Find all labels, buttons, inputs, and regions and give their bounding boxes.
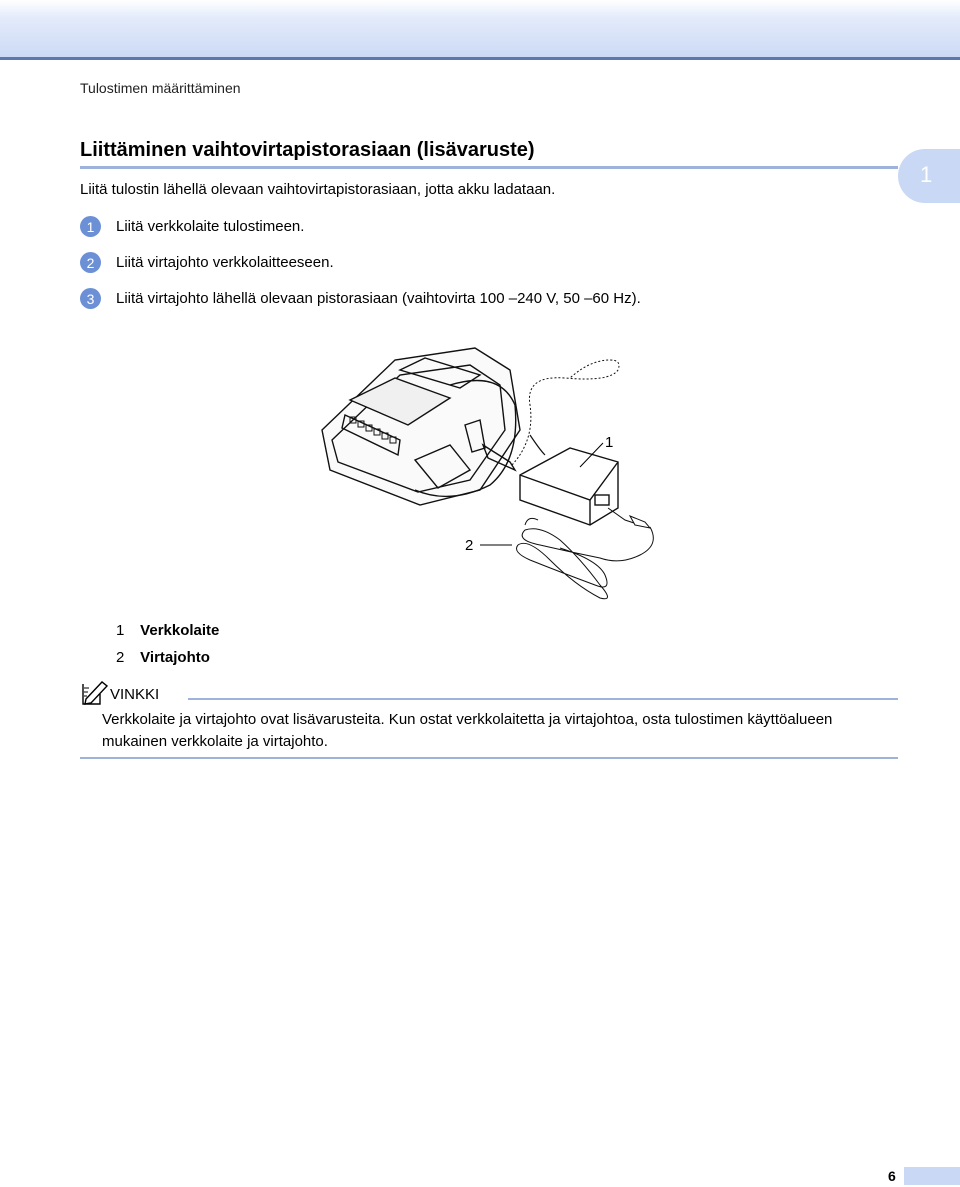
printer-adapter-illustration <box>300 330 680 615</box>
title-rule <box>80 166 898 169</box>
legend-item-2 <box>116 649 210 666</box>
step-number-badge: 2 <box>80 252 101 273</box>
step-3 <box>80 288 641 309</box>
page-number: 6 <box>888 1168 896 1184</box>
legend-item-1 <box>116 622 219 639</box>
step-text: Liitä virtajohto verkkolaitteeseen. <box>116 254 334 271</box>
dc-cable <box>512 360 619 465</box>
legend-label: Virtajohto <box>140 649 210 666</box>
step-2 <box>80 252 334 273</box>
intro-paragraph: Liitä tulostin lähellä olevaan vaihtovirtapistorasiaan, jotta akku ladataan. <box>80 181 556 198</box>
page-top-band <box>0 0 960 60</box>
note-label: VINKKI <box>110 686 160 703</box>
running-header: Tulostimen määrittäminen <box>80 80 241 96</box>
note-bottom-rule <box>80 757 898 759</box>
legend-number: 2 <box>116 649 125 666</box>
legend-number: 1 <box>116 622 125 639</box>
page-number-block <box>904 1167 960 1185</box>
note-heading <box>80 680 900 706</box>
step-text: Liitä verkkolaite tulostimeen. <box>116 218 305 235</box>
section-title: Liittäminen vaihtovirtapistorasiaan (lisävaruste) <box>80 139 535 161</box>
chapter-tab <box>898 149 960 203</box>
legend-label: Verkkolaite <box>140 622 220 639</box>
figure-callout-2: 2 <box>465 537 474 554</box>
step-text: Liitä virtajohto lähellä olevaan pistorasiaan (vaihtovirta 100 –240 V, 50 –60 Hz). <box>116 290 641 307</box>
figure-callout-1: 1 <box>605 434 614 451</box>
step-1 <box>80 216 304 237</box>
pencil-note-icon <box>80 680 110 706</box>
chapter-number: 1 <box>920 162 933 187</box>
step-number-badge: 3 <box>80 288 101 309</box>
note-rule <box>188 698 898 700</box>
adapter-drawing <box>520 448 618 525</box>
printer-drawing <box>322 348 520 505</box>
note-text: Verkkolaite ja virtajohto ovat lisävarusteita. Kun ostat verkkolaitetta ja virtajohtoa, osta tulostimen käyttöalueen mukainen verkkolaite ja virtajohto. <box>102 711 833 750</box>
step-number-badge: 1 <box>80 216 101 237</box>
